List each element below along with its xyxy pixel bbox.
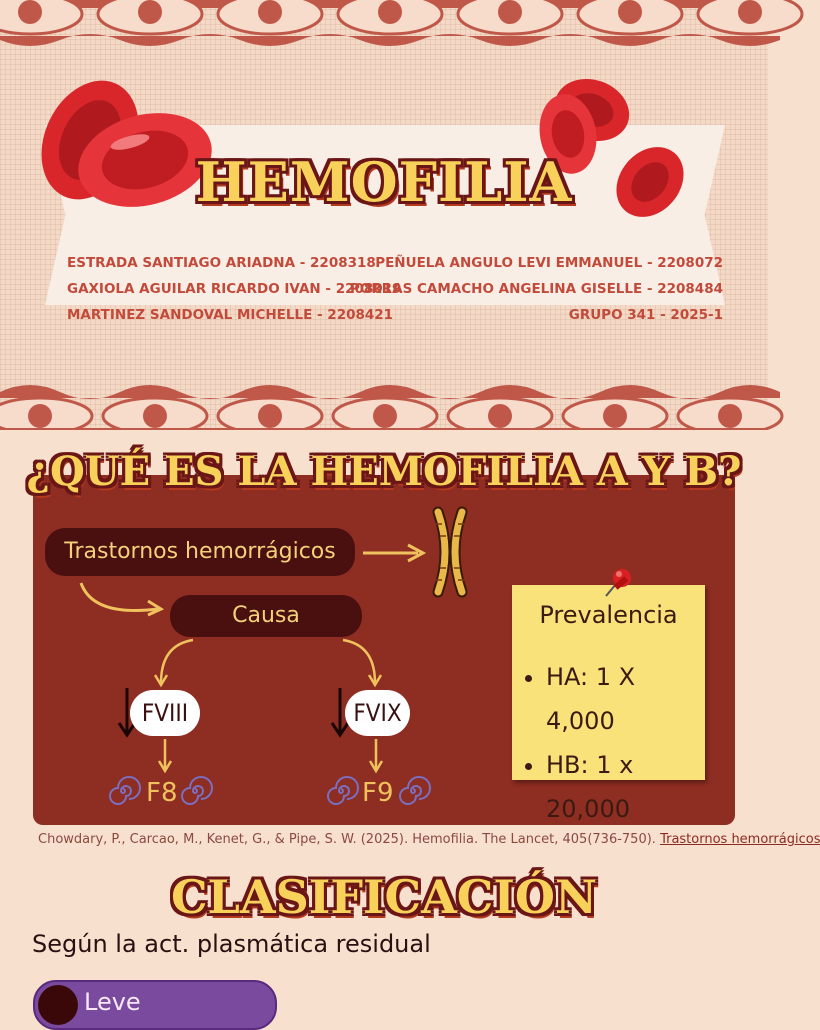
author-1: ESTRADA SANTIAGO ARIADNA - 2208318 <box>67 255 376 271</box>
prevalencia-item-ha: • HA: 1 X 4,000 <box>546 655 705 743</box>
author-5: PORRAS CAMACHO ANGELINA GISELLE - 2208484 <box>349 281 723 297</box>
author-4: PEÑUELA ANGULO LEVI EMMANUEL - 2208072 <box>375 255 723 271</box>
prevalencia-sticky-note <box>512 585 705 823</box>
authors-right <box>350 250 723 328</box>
citation-link[interactable]: Trastornos hemorrágicos <box>660 832 820 847</box>
page-title: HEMOFILIA <box>195 150 573 214</box>
section-title-clasificacion: CLASIFICACIÓN <box>170 870 598 924</box>
clasificacion-subtitle: Según la act. plasmática residual <box>32 930 431 958</box>
factor-ix-oval: FVIX <box>345 690 410 736</box>
leve-dot <box>38 985 78 1025</box>
author-3: MARTINEZ SANDOVAL MICHELLE - 2208421 <box>67 307 394 323</box>
prevalencia-title: Prevalencia <box>539 601 678 629</box>
spiral-icon <box>180 776 210 806</box>
citation-text: Chowdary, P., Carcao, M., Kenet, G., & Pipe, S. W. (2025). Hemofilia. The Lancet, 405(736-750). <box>38 832 656 847</box>
causa-pill: Causa <box>170 595 362 637</box>
trastornos-pill: Trastornos hemorrágicos <box>45 528 355 576</box>
bottom-border-decoration <box>0 378 768 434</box>
spiral-icon <box>108 776 138 806</box>
top-border-decoration <box>0 0 768 52</box>
gene-f8-label: F8 <box>146 778 178 808</box>
spiral-icon <box>326 776 356 806</box>
spiral-icon <box>398 776 428 806</box>
leve-label: Leve <box>84 988 141 1016</box>
prevalencia-list <box>522 655 705 831</box>
factor-viii-oval: FVIII <box>130 690 200 736</box>
citation <box>38 832 820 847</box>
section-title-que-es: ¿QUÉ ES LA HEMOFILIA A Y B? <box>26 448 742 495</box>
group-label: GRUPO 341 - 2025-1 <box>568 307 723 323</box>
gene-f9-label: F9 <box>362 778 394 808</box>
pushpin-icon <box>598 562 638 602</box>
author-2: GAXIOLA AGUILAR RICARDO IVAN - 2208019 <box>67 281 402 297</box>
prevalencia-item-hb: • HB: 1 x 20,000 <box>546 743 705 831</box>
chromosome-icon <box>430 508 470 596</box>
